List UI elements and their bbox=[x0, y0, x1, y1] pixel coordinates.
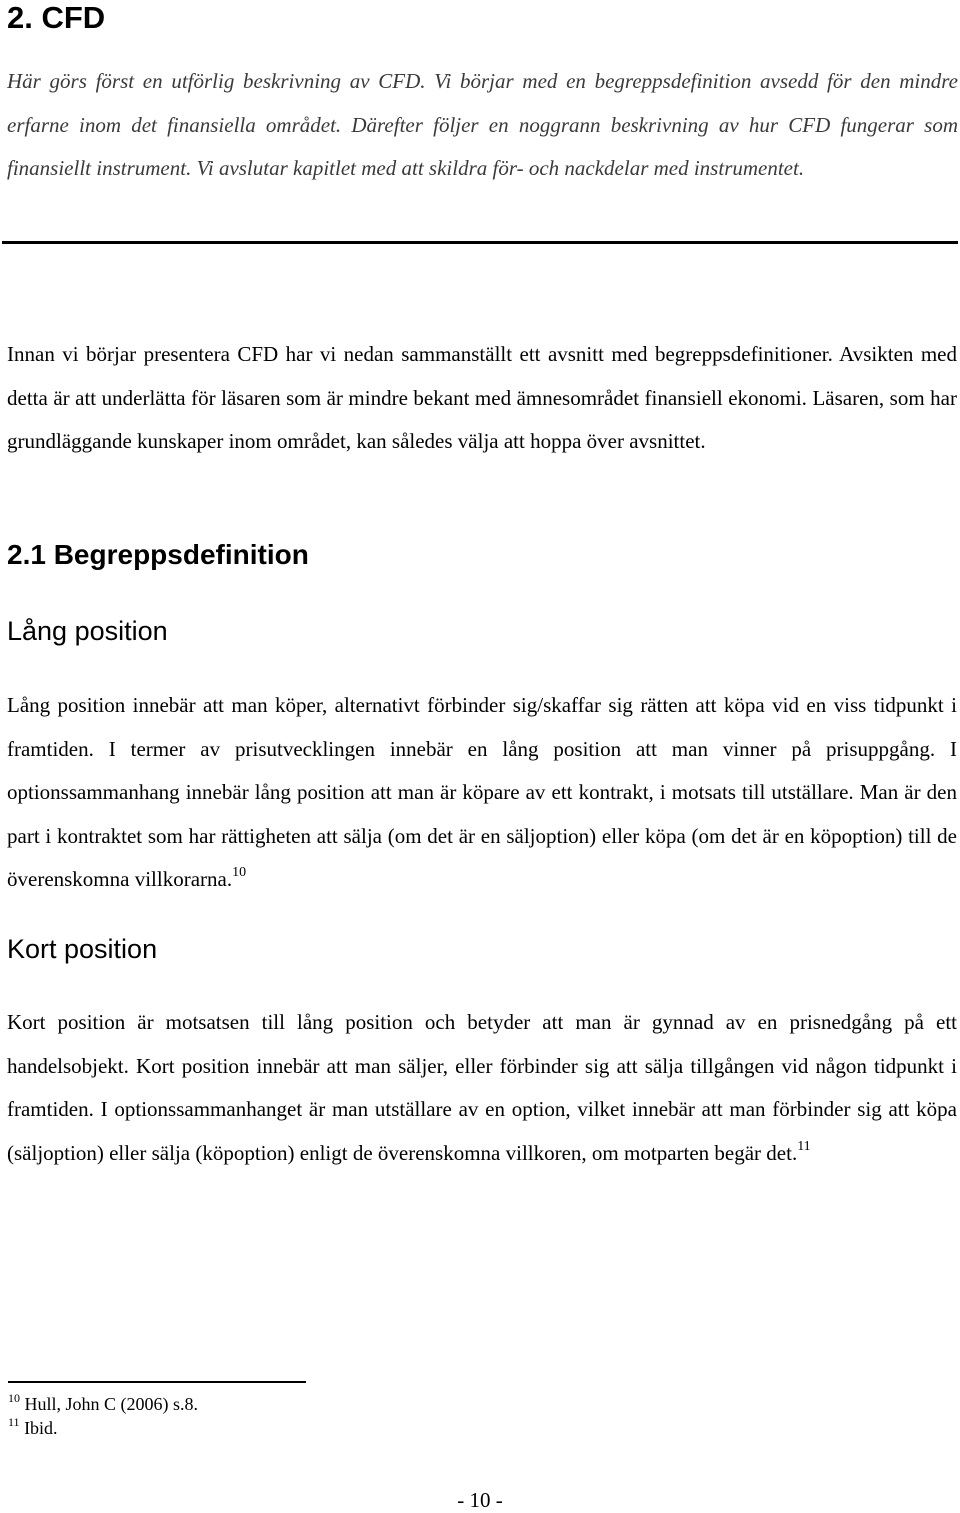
footnote-text: Ibid. bbox=[24, 1418, 58, 1438]
short-position-text: Kort position är motsatsen till lång position och betyder att man är gynnad av en prisnedgång på ett handelsobjekt. Kort position innebär att man säljer, eller förbinder sig att sälja tillgången vid någon tidpunkt i framtiden. I optionssammanhanget är man utställare av en option, vilket innebär att man förbinder sig att köpa (säljoption) eller sälja (köpoption) enligt de överenskomna villkoren, om motparten begär det. bbox=[7, 1010, 957, 1165]
chapter-intro: Här görs först en utförlig beskrivning av CFD. Vi börjar med en begreppsdefinition avsedd för den mindre erfarne inom det finansiella området. Därefter följer en noggrann beskrivning av hur CFD fungerar som finansiellt instrument. Vi avslutar kapitlet med att skildra för- och nackdelar med instrumentet. bbox=[7, 69, 958, 181]
page-number: - 10 - bbox=[457, 1488, 503, 1512]
short-position-heading: Kort position bbox=[7, 934, 158, 964]
short-position-paragraph bbox=[7, 1001, 957, 1175]
footnote-divider bbox=[8, 1381, 306, 1383]
footnotes bbox=[8, 1392, 198, 1440]
section-heading: 2.1 Begreppsdefinition bbox=[7, 539, 309, 570]
footnote-ref-10: 10 bbox=[232, 865, 247, 881]
footnote-text: Hull, John C (2006) s.8. bbox=[24, 1394, 199, 1414]
preface-paragraph: Innan vi börjar presentera CFD har vi nedan sammanställt ett avsnitt med begreppsdefinitioner. Avsikten med detta är att underlätta för läsaren som är mindre bekant med ämnesområdet finansiell ekonomi. Läsaren, som har grundläggande kunskaper inom området, kan således välja att hoppa över avsnittet. bbox=[7, 342, 957, 454]
footnote-number: 10 bbox=[8, 1391, 20, 1405]
long-position-paragraph bbox=[7, 684, 957, 902]
chapter-title: 2. CFD bbox=[7, 0, 106, 35]
intro-divider bbox=[2, 241, 958, 244]
footnote-item bbox=[8, 1392, 198, 1416]
footnote-ref-11: 11 bbox=[797, 1138, 811, 1154]
footnote-number: 11 bbox=[8, 1415, 20, 1429]
long-position-text: Lång position innebär att man köper, alternativt förbinder sig/skaffar sig rätten att köpa vid en viss tidpunkt i framtiden. I termer av prisutvecklingen innebär en lång position att man vinner på prisuppgång. I optionssammanhang innebär lång position att man är köpare av ett kontrakt, i motsats till utställare. Man är den part i kontraktet som har rättigheten att sälja (om det är en säljoption) eller köpa (om det är en köpoption) till de överenskomna villkorarna. bbox=[7, 693, 957, 892]
footnote-item bbox=[8, 1416, 198, 1440]
long-position-heading: Lång position bbox=[7, 616, 168, 646]
